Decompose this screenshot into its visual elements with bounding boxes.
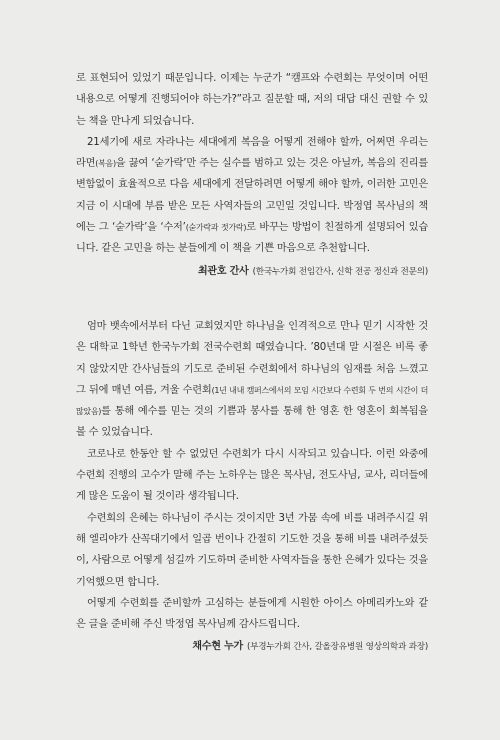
body-text: 어떻게 수련회를 준비할까 고심하는 분들에게 시원한 아이스 아메리카노와 같은 글을 준비해 주신 박정엽 목사님께 감사드립니다. — [76, 597, 428, 631]
annotation-text: (복음) — [95, 159, 116, 169]
recommendation-2-body — [76, 316, 428, 635]
paragraph — [76, 444, 428, 508]
body-text: 을 끓여 ‘숟가락’만 주는 실수를 범하고 있는 것은 아닐까, 복음의 진리를 변함없이 효율적으로 다음 세대에게 전달하려면 어떻게 해야 할까, 이러한 고민은 지금 이 시대에 부름 받은 모든 사역자들의 고민일 것입니다. 박정엽 목사님의 책에는 그 ‘숟가락’을 ‘수저’ — [76, 158, 428, 234]
body-text: 를 통해 예수를 믿는 것의 기쁨과 봉사를 통해 한 영혼 한 영혼이 회복됨을 볼 수 있었습니다. — [76, 406, 428, 439]
paragraph — [76, 508, 428, 593]
recommendation-1-body — [76, 68, 428, 260]
paragraph — [76, 132, 428, 260]
signature-affiliation: (부경누가회 간사, 갈올장유병원 영상의학과 과장) — [247, 642, 428, 653]
body-text: 21세기에 새로 자라나는 세대에게 복음을 어떻게 전해야 할까, 어쩌면 우리는 라면 — [76, 136, 428, 170]
body-text: 엄마 뱃속에서부터 다닌 교회였지만 하나님을 인격적으로 만나 믿기 시작한 것은 대학교 1학년 한국누가회 전국수련회 때였습니다. ’80년대 말 시절은 비록 좋지 않았지만 간사님들의 기도로 준비된 수련회에서 하나님의 임재를 처음 느꼈고 그 뒤에 매년 여름, 겨울 수련회 — [76, 321, 428, 396]
recommendation-1 — [76, 68, 428, 282]
annotation-text: (숟가락과 젓가락) — [185, 223, 247, 233]
signature-name: 최관호 간사 — [197, 265, 249, 277]
body-text: 로 바꾸는 방법이 친절하게 설명되어 있습니다. 같은 고민을 하는 분들에게 이 책을 기쁜 마음으로 추천합니다. — [76, 222, 428, 255]
signature-name: 채수현 누가 — [192, 641, 243, 653]
paragraph — [76, 593, 428, 636]
signature-1 — [76, 262, 428, 282]
paragraph — [76, 316, 428, 444]
annotation-text: (1년 내내 캠퍼스에서의 모임 시간보다 수련회 두 번의 시간이 더 많았음) — [76, 385, 428, 417]
signature-2 — [76, 637, 428, 657]
recommendation-2 — [76, 316, 428, 657]
signature-affiliation: (한국누가회 전임간사, 신학 전공 정신과 전문의) — [252, 266, 428, 277]
body-text: 수련회의 은혜는 하나님이 주시는 것이지만 3년 가뭄 속에 비를 내려주시길 위해 엘리야가 산꼭대기에서 일곱 번이나 간절히 기도한 것을 통해 비를 내려주셨듯이, 사람으로 어떻게 섬길까 기도하며 준비한 사역자들을 통한 은혜가 있다는 것을 기억했으면 합니다. — [76, 512, 428, 588]
body-text: 로 표현되어 있었기 때문입니다. 이제는 누군가 “캠프와 수련회는 무엇이며 어떤 내용으로 어떻게 진행되어야 하는가?”라고 질문할 때, 저의 대답 대신 권할 수 있는 책을 만나게 되었습니다. — [76, 73, 428, 127]
paragraph — [76, 68, 428, 132]
body-text: 코로나로 한동안 할 수 없었던 수련회가 다시 시작되고 있습니다. 이런 와중에 수련회 진행의 고수가 말해 주는 노하우는 많은 목사님, 전도사님, 교사, 리더들에게 많은 도움이 될 것이라 생각됩니다. — [76, 448, 428, 503]
